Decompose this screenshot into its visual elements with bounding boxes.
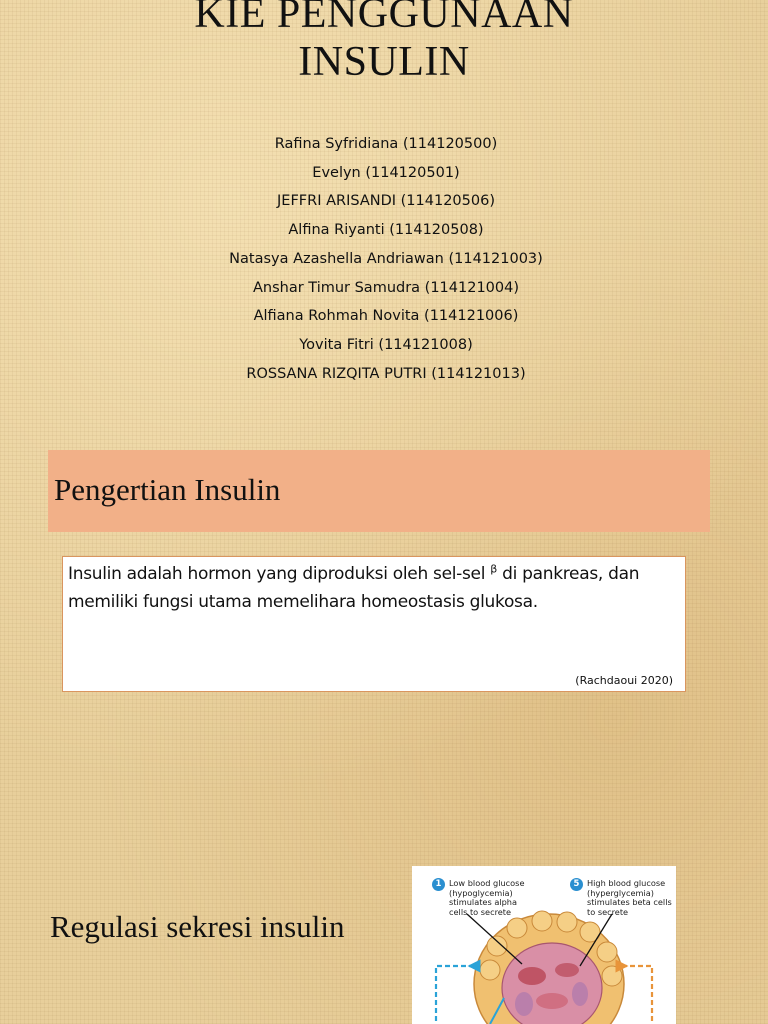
step-5-icon: 5 <box>570 878 583 891</box>
member-item: Natasya Azashella Andriawan (114121003) <box>229 250 543 267</box>
slide-title <box>0 0 768 86</box>
member-item: ROSSANA RIZQITA PUTRI (114121013) <box>246 365 526 382</box>
beta-symbol: β <box>490 562 497 576</box>
member-list <box>0 130 768 388</box>
member-item: Alfina Riyanti (114120508) <box>288 222 484 239</box>
hyperglycemia-loop-arrow <box>622 966 652 1024</box>
title-line-1: KIE PENGGUNAAN <box>194 0 574 37</box>
member-item: Alfiana Rohmah Novita (114121006) <box>253 308 519 325</box>
section-heading: Pengertian Insulin <box>54 472 281 507</box>
definition-text-part1: Insulin adalah hormon yang diproduksi oleh sel-sel <box>68 564 491 584</box>
citation: (Rachdaoui 2020) <box>575 674 673 687</box>
step-5-label: High blood glucose (hyperglycemia) stimulates beta cells to secrete <box>587 878 672 917</box>
member-item: Anshar Timur Samudra (114121004) <box>252 279 520 296</box>
step-1-label: Low blood glucose (hypoglycemia) stimulates alpha cells to secrete <box>449 878 525 917</box>
hypoglycemia-loop-arrow <box>436 966 474 1024</box>
member-item: Rafina Syfridiana (114120500) <box>274 136 498 152</box>
definition-box <box>62 556 686 692</box>
step-1-icon: 1 <box>432 878 445 891</box>
definition-text <box>68 560 683 616</box>
title-line-2: INSULIN <box>298 39 470 85</box>
definition-text-part2: di pankreas, dan memiliki fungsi utama memelihara homeostasis glukosa. <box>68 564 640 612</box>
member-item: Evelyn (114120501) <box>312 164 460 181</box>
section-heading-regulation: Regulasi sekresi insulin <box>50 909 345 944</box>
member-item: JEFFRI ARISANDI (114120506) <box>277 193 495 210</box>
section-header-definition <box>48 450 710 532</box>
insulin-regulation-figure <box>412 866 676 1024</box>
member-item: Yovita Fitri (114121008) <box>299 336 473 353</box>
